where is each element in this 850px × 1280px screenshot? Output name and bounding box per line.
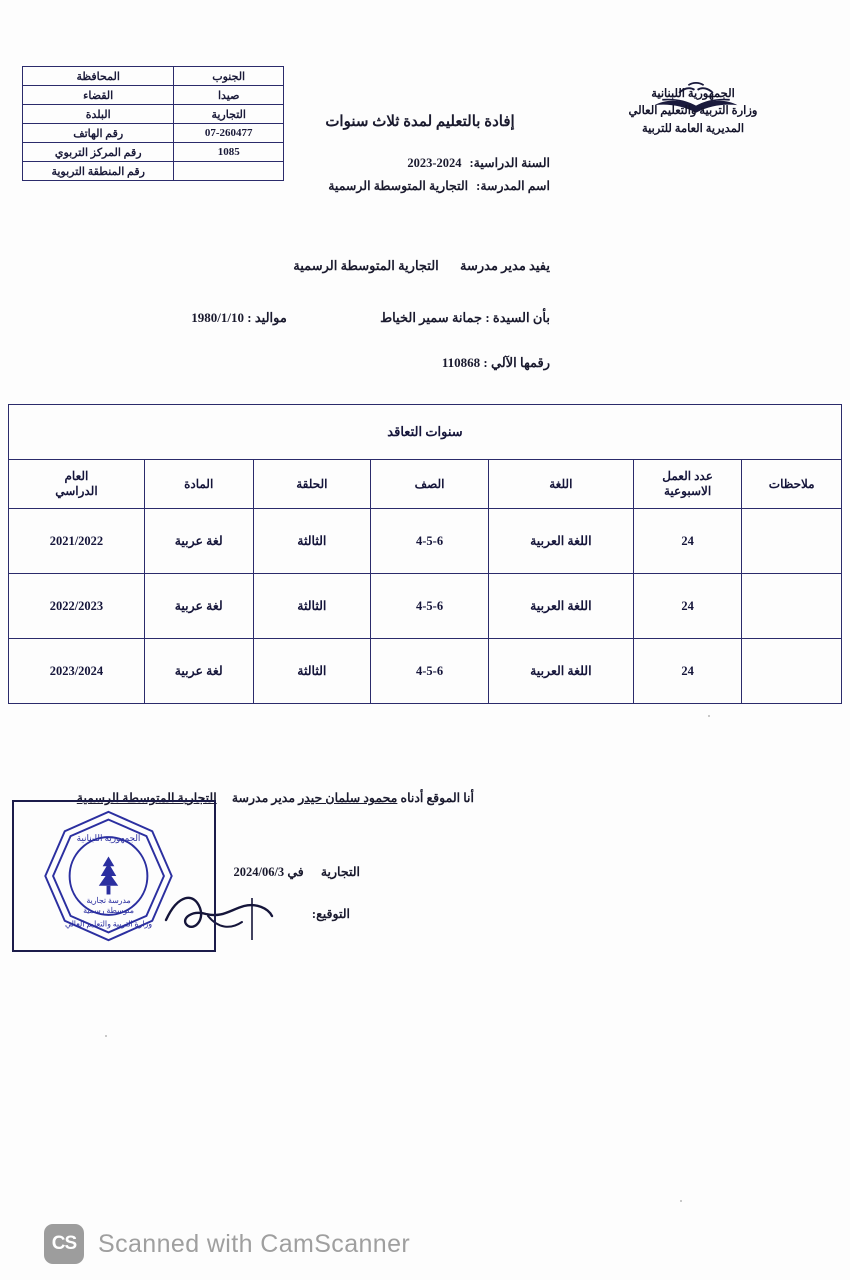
signature-label: التوقيع: <box>311 907 350 921</box>
auto-number-label: رقمها الآلي : <box>483 355 550 370</box>
id-value-town: التجارية <box>174 105 284 124</box>
ministry-line-3: المديرية العامة للتربية <box>641 122 745 135</box>
school-info-block <box>300 152 550 197</box>
cell-academic-year: 2023/2024 <box>9 639 145 704</box>
cell-grade: 4-5-6 <box>371 639 489 704</box>
column-header-subject: المادة <box>144 460 253 509</box>
id-value-zone-number <box>174 162 284 181</box>
scan-speck <box>105 1035 107 1037</box>
scan-speck <box>680 1200 682 1202</box>
id-value-center-number: 1085 <box>174 143 284 162</box>
dob-label: مواليد : <box>247 310 287 325</box>
svg-text:الجمهورية اللبنانية: الجمهورية اللبنانية <box>76 833 141 843</box>
cell-weekly-hours: 24 <box>633 574 742 639</box>
statement-line-director <box>293 258 550 274</box>
svg-text:وزارة التربية والتعليم العالي: وزارة التربية والتعليم العالي <box>64 919 153 929</box>
statement-line-id <box>442 355 550 371</box>
statement-prefix: يفيد مدير مدرسة <box>460 258 550 273</box>
id-label-phone: رقم الهاتف <box>23 124 174 143</box>
cell-subject: لغة عربية <box>144 574 253 639</box>
svg-text:مدرسة تجارية: مدرسة تجارية <box>86 896 131 906</box>
school-year-row <box>300 152 550 175</box>
statement-line-person <box>191 310 550 326</box>
official-stamp <box>16 806 201 946</box>
school-name-value: التجارية المتوسطة الرسمية <box>328 178 469 193</box>
school-name-row <box>300 175 550 198</box>
statement-school-name: التجارية المتوسطة الرسمية <box>293 258 439 273</box>
cell-notes <box>742 639 842 704</box>
person-label: بأن السيدة : <box>485 310 550 325</box>
svg-text:متوسطة رسمية: متوسطة رسمية <box>83 905 134 915</box>
cell-notes <box>742 574 842 639</box>
table-caption: سنوات التعاقد <box>9 405 842 460</box>
place-and-date <box>233 864 360 880</box>
cell-notes <box>742 509 842 574</box>
id-label-town: البلدة <box>23 105 174 124</box>
page-title: إفادة بالتعليم لمدة ثلاث سنوات <box>325 114 515 130</box>
contract-years-table <box>8 404 842 704</box>
cell-academic-year: 2021/2022 <box>9 509 145 574</box>
column-header-weekly-hours-line2: الاسبوعية <box>663 484 712 498</box>
undersigned-name: محمود سلمان حيدر <box>298 791 398 805</box>
table-row <box>23 67 284 86</box>
school-year-value: 2023-2024 <box>407 156 462 170</box>
camscanner-badge-icon: CS <box>44 1224 84 1264</box>
ministry-header <box>578 86 808 138</box>
cell-grade: 4-5-6 <box>371 574 489 639</box>
cell-subject: لغة عربية <box>144 509 253 574</box>
id-label-center-number: رقم المركز التربوي <box>23 143 174 162</box>
cell-subject: لغة عربية <box>144 639 253 704</box>
scan-speck <box>708 715 710 717</box>
table-row <box>23 143 284 162</box>
date-value: 2024/06/3 <box>233 865 285 879</box>
school-name-label: اسم المدرسة: <box>476 178 550 193</box>
table-row <box>23 124 284 143</box>
undersigned-school: التجارية المتوسطة الرسمية <box>76 791 217 805</box>
cell-weekly-hours: 24 <box>633 509 742 574</box>
column-header-weekly-hours <box>633 460 742 509</box>
cell-cycle: الثالثة <box>253 509 371 574</box>
table-row <box>23 86 284 105</box>
ministry-line-2: وزارة التربية والتعليم العالي <box>628 105 758 118</box>
column-header-academic-year-line1: العام <box>64 469 89 483</box>
column-header-language: اللغة <box>488 460 633 509</box>
column-header-academic-year-line2: الدراسي <box>55 484 98 498</box>
place-value: التجارية <box>320 865 360 879</box>
cell-grade: 4-5-6 <box>371 509 489 574</box>
cell-academic-year: 2022/2023 <box>9 574 145 639</box>
table-row <box>9 639 842 704</box>
date-label: في <box>287 865 304 879</box>
column-header-grade: الصف <box>371 460 489 509</box>
table-caption-row <box>9 405 842 460</box>
undersigned-role: مدير مدرسة <box>231 791 296 805</box>
id-label-district: القضاء <box>23 86 174 105</box>
id-value-governorate: الجنوب <box>174 67 284 86</box>
identification-table <box>22 66 284 181</box>
cell-cycle: الثالثة <box>253 639 371 704</box>
id-label-governorate: المحافظة <box>23 67 174 86</box>
ministry-line-1: الجمهورية اللبنانية <box>651 88 735 100</box>
auto-number-value: 110868 <box>441 355 481 370</box>
camscanner-watermark <box>44 1224 410 1264</box>
id-label-zone-number: رقم المنطقة التربوية <box>23 162 174 181</box>
undersigned-prefix: أنا الموقع أدناه <box>400 791 474 805</box>
person-name: جمانة سمير الخياط <box>380 310 483 325</box>
school-year-label: السنة الدراسية: <box>469 156 550 170</box>
column-header-academic-year <box>9 460 145 509</box>
table-row <box>9 574 842 639</box>
cell-language: اللغة العربية <box>488 574 633 639</box>
table-header-row <box>9 460 842 509</box>
table-row <box>23 105 284 124</box>
dob-value: 1980/1/10 <box>191 310 244 325</box>
table-row <box>9 509 842 574</box>
column-header-cycle: الحلقة <box>253 460 371 509</box>
table-row <box>23 162 284 181</box>
id-value-district: صيدا <box>174 86 284 105</box>
cell-cycle: الثالثة <box>253 574 371 639</box>
column-header-weekly-hours-line1: عدد العمل <box>662 469 713 483</box>
camscanner-text: Scanned with CamScanner <box>98 1229 411 1258</box>
id-value-phone: 07-260477 <box>174 124 284 143</box>
cell-weekly-hours: 24 <box>633 639 742 704</box>
column-header-notes: ملاحظات <box>742 460 842 509</box>
cell-language: اللغة العربية <box>488 509 633 574</box>
cell-language: اللغة العربية <box>488 639 633 704</box>
